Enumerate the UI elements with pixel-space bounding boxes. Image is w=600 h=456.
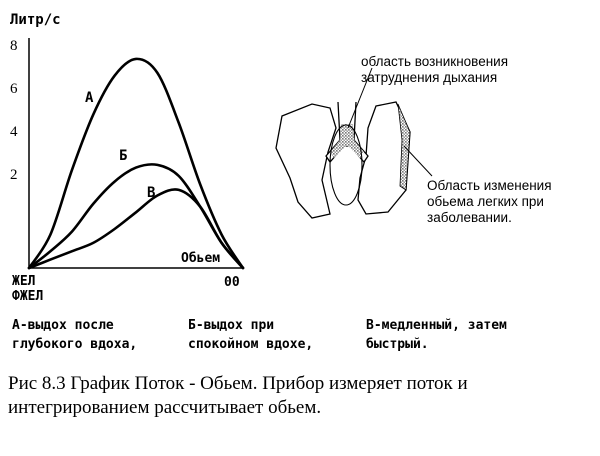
obstruction-label-line1: область возникновения bbox=[361, 54, 509, 69]
series-a-label: А bbox=[85, 90, 94, 106]
volume-label-line1: Область изменения bbox=[427, 178, 552, 193]
figure-caption: Рис 8.3 График Поток - Обьем. Прибор измеряет поток и интегрированием рассчитывает обьем. bbox=[8, 373, 468, 418]
y-tick-2: 2 bbox=[10, 167, 18, 183]
legend-c bbox=[366, 316, 507, 354]
legend-b-line1: Б-выдох при bbox=[188, 318, 275, 333]
legend-a-line1: А-выдох после bbox=[12, 318, 114, 333]
y-tick-6: 6 bbox=[10, 81, 18, 97]
legend-b-line2: спокойном вдохе, bbox=[188, 337, 314, 352]
legend-a-line2: глубокого вдоха, bbox=[12, 337, 138, 352]
legend-c-line1: В-медленный, затем bbox=[366, 318, 507, 333]
flow-volume-chart bbox=[10, 12, 244, 304]
lungs-diagram bbox=[276, 54, 552, 225]
legend-c-line2: быстрый. bbox=[366, 337, 429, 352]
y-axis-label: Литр/с bbox=[10, 12, 61, 28]
left-lung bbox=[276, 104, 336, 218]
legend-b bbox=[188, 316, 313, 354]
obstruction-label-line2: затруднения дыхания bbox=[361, 70, 498, 85]
volume-label-line3: заболевании. bbox=[427, 210, 512, 225]
y-tick-4: 4 bbox=[10, 124, 18, 140]
legend-a bbox=[12, 316, 137, 354]
volume-label-line2: обьема легких при bbox=[427, 194, 544, 209]
series-a-line bbox=[29, 59, 243, 268]
x-start-label-vc: ЖЕЛ bbox=[12, 274, 36, 289]
x-end-label: 00 bbox=[224, 275, 240, 290]
x-start-label-fvc: ФЖЕЛ bbox=[12, 289, 44, 304]
series-b-label: Б bbox=[119, 148, 128, 164]
x-axis-label: Обьем bbox=[181, 251, 221, 266]
series-c-label: В bbox=[147, 185, 156, 201]
y-tick-8: 8 bbox=[10, 38, 18, 54]
